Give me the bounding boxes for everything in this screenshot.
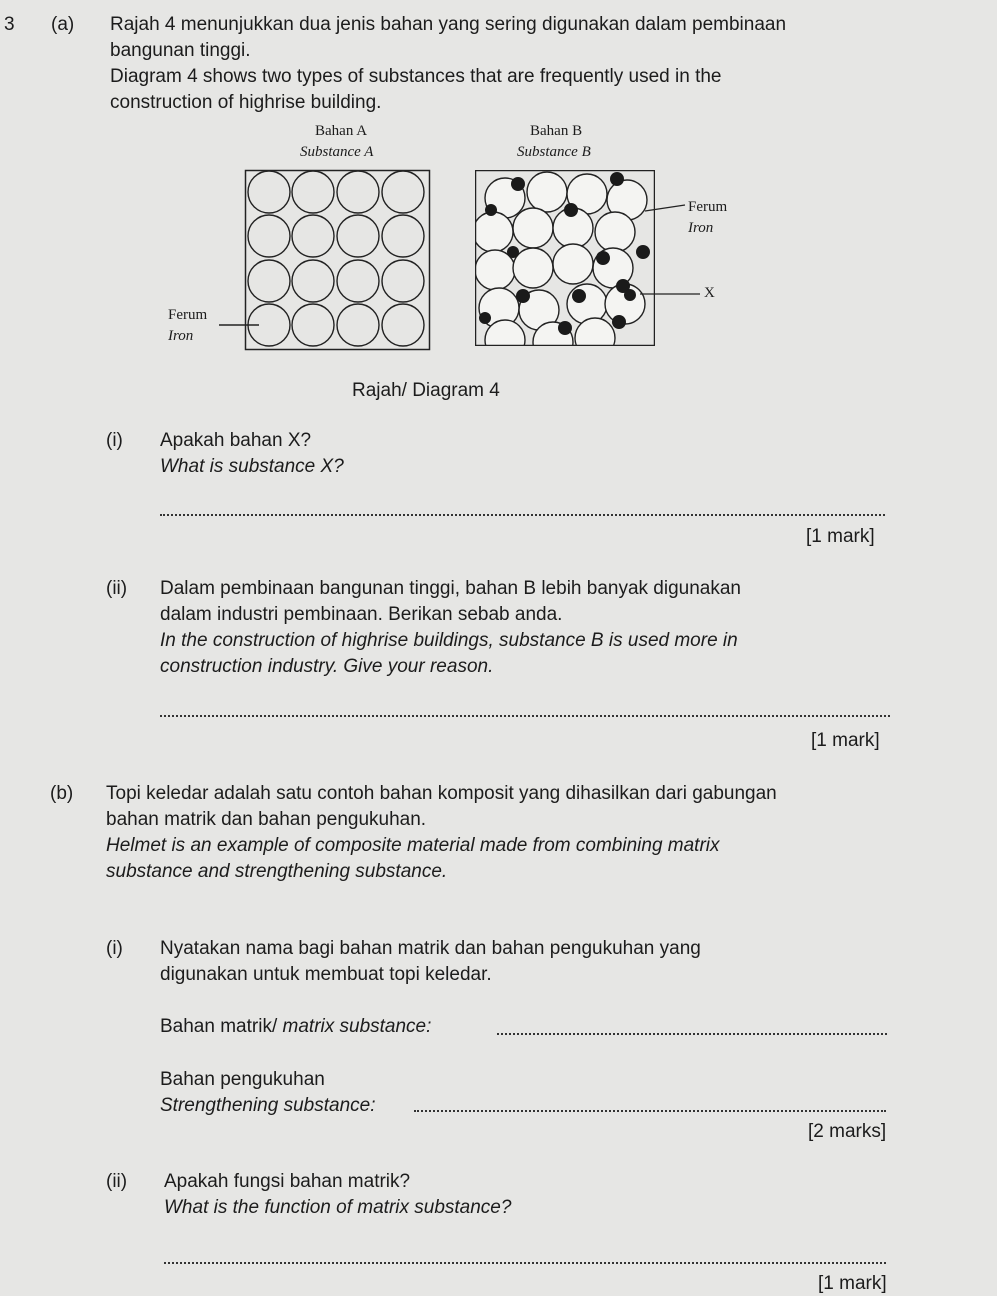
strengthening-substance-answer-line[interactable] — [414, 1110, 886, 1112]
iron-pointer-line-a — [219, 323, 259, 327]
part-a-i-label: (i) — [106, 430, 123, 451]
part-b-stem-en-2: substance and strengthening substance. — [106, 861, 448, 882]
substance-a-label-iron-en: Iron — [168, 328, 194, 344]
part-b-stem-ms-2: bahan matrik dan bahan pengukuhan. — [106, 809, 427, 830]
part-b-i-label: (i) — [106, 938, 123, 959]
part-a-ii-question-en-1: In the construction of highrise buildings, substance B is used more in — [160, 630, 738, 651]
substance-b-label-x: X — [704, 285, 715, 301]
matrix-substance-answer-line[interactable] — [497, 1033, 887, 1035]
intro-en-line-2: construction of highrise building. — [110, 92, 382, 113]
substance-b-diagram — [475, 170, 655, 346]
part-a-i-question-en: What is substance X? — [160, 456, 344, 477]
part-a-ii-question-ms-2: dalam industri pembinaan. Berikan sebab anda. — [160, 604, 563, 625]
x-pointer-line — [640, 292, 700, 296]
part-b-ii-label: (ii) — [106, 1171, 128, 1192]
matrix-substance-label-en: matrix substance: — [282, 1016, 432, 1037]
substance-b-label-iron-en: Iron — [688, 220, 714, 236]
substance-b-title-en: Substance B — [517, 144, 591, 160]
part-a-ii-question-ms-1: Dalam pembinaan bangunan tinggi, bahan B lebih banyak digunakan — [160, 578, 741, 599]
part-a-ii-question-en-2: construction industry. Give your reason. — [160, 656, 494, 677]
intro-en-line-1: Diagram 4 shows two types of substances that are frequently used in the — [110, 66, 722, 87]
part-a-ii-answer-line[interactable] — [160, 715, 890, 717]
matrix-substance-label-ms: Bahan matrik/ — [160, 1016, 278, 1037]
part-b-label: (b) — [50, 783, 74, 804]
part-b-ii-marks: [1 mark] — [818, 1273, 887, 1294]
iron-pointer-line-b — [645, 203, 685, 213]
strengthening-substance-label-ms: Bahan pengukuhan — [160, 1069, 325, 1090]
part-b-i-question-ms-1: Nyatakan nama bagi bahan matrik dan bahan pengukuhan yang — [160, 938, 701, 959]
part-b-ii-answer-line[interactable] — [164, 1262, 886, 1264]
part-a-i-answer-line[interactable] — [160, 514, 885, 516]
part-b-i-question-ms-2: digunakan untuk membuat topi keledar. — [160, 964, 492, 985]
intro-ms-line-1: Rajah 4 menunjukkan dua jenis bahan yang sering digunakan dalam pembinaan — [110, 14, 787, 35]
part-a-label: (a) — [51, 14, 75, 35]
substance-a-label-iron-ms: Ferum — [168, 307, 208, 323]
part-a-ii-marks: [1 mark] — [811, 730, 880, 751]
part-a-i-marks: [1 mark] — [806, 526, 875, 547]
substance-b-title-ms: Bahan B — [530, 123, 583, 139]
part-b-stem-en-1: Helmet is an example of composite material made from combining matrix — [106, 835, 720, 856]
part-a-ii-label: (ii) — [106, 578, 128, 599]
part-b-ii-question-ms: Apakah fungsi bahan matrik? — [164, 1171, 411, 1192]
part-b-i-marks: [2 marks] — [808, 1121, 887, 1142]
question-number: 3 — [4, 14, 15, 35]
part-b-stem-ms-1: Topi keledar adalah satu contoh bahan komposit yang dihasilkan dari gabungan — [106, 783, 777, 804]
matrix-substance-label — [160, 1015, 431, 1039]
part-a-i-question-ms: Apakah bahan X? — [160, 430, 312, 451]
diagram-caption: Rajah/ Diagram 4 — [352, 380, 500, 401]
substance-a-diagram — [245, 170, 430, 350]
strengthening-substance-label-en: Strengthening substance: — [160, 1095, 376, 1116]
intro-ms-line-2: bangunan tinggi. — [110, 40, 251, 61]
substance-a-title-ms: Bahan A — [315, 123, 368, 139]
part-b-ii-question-en: What is the function of matrix substance? — [164, 1197, 512, 1218]
substance-b-label-iron-ms: Ferum — [688, 199, 728, 215]
substance-a-title-en: Substance A — [300, 144, 374, 160]
